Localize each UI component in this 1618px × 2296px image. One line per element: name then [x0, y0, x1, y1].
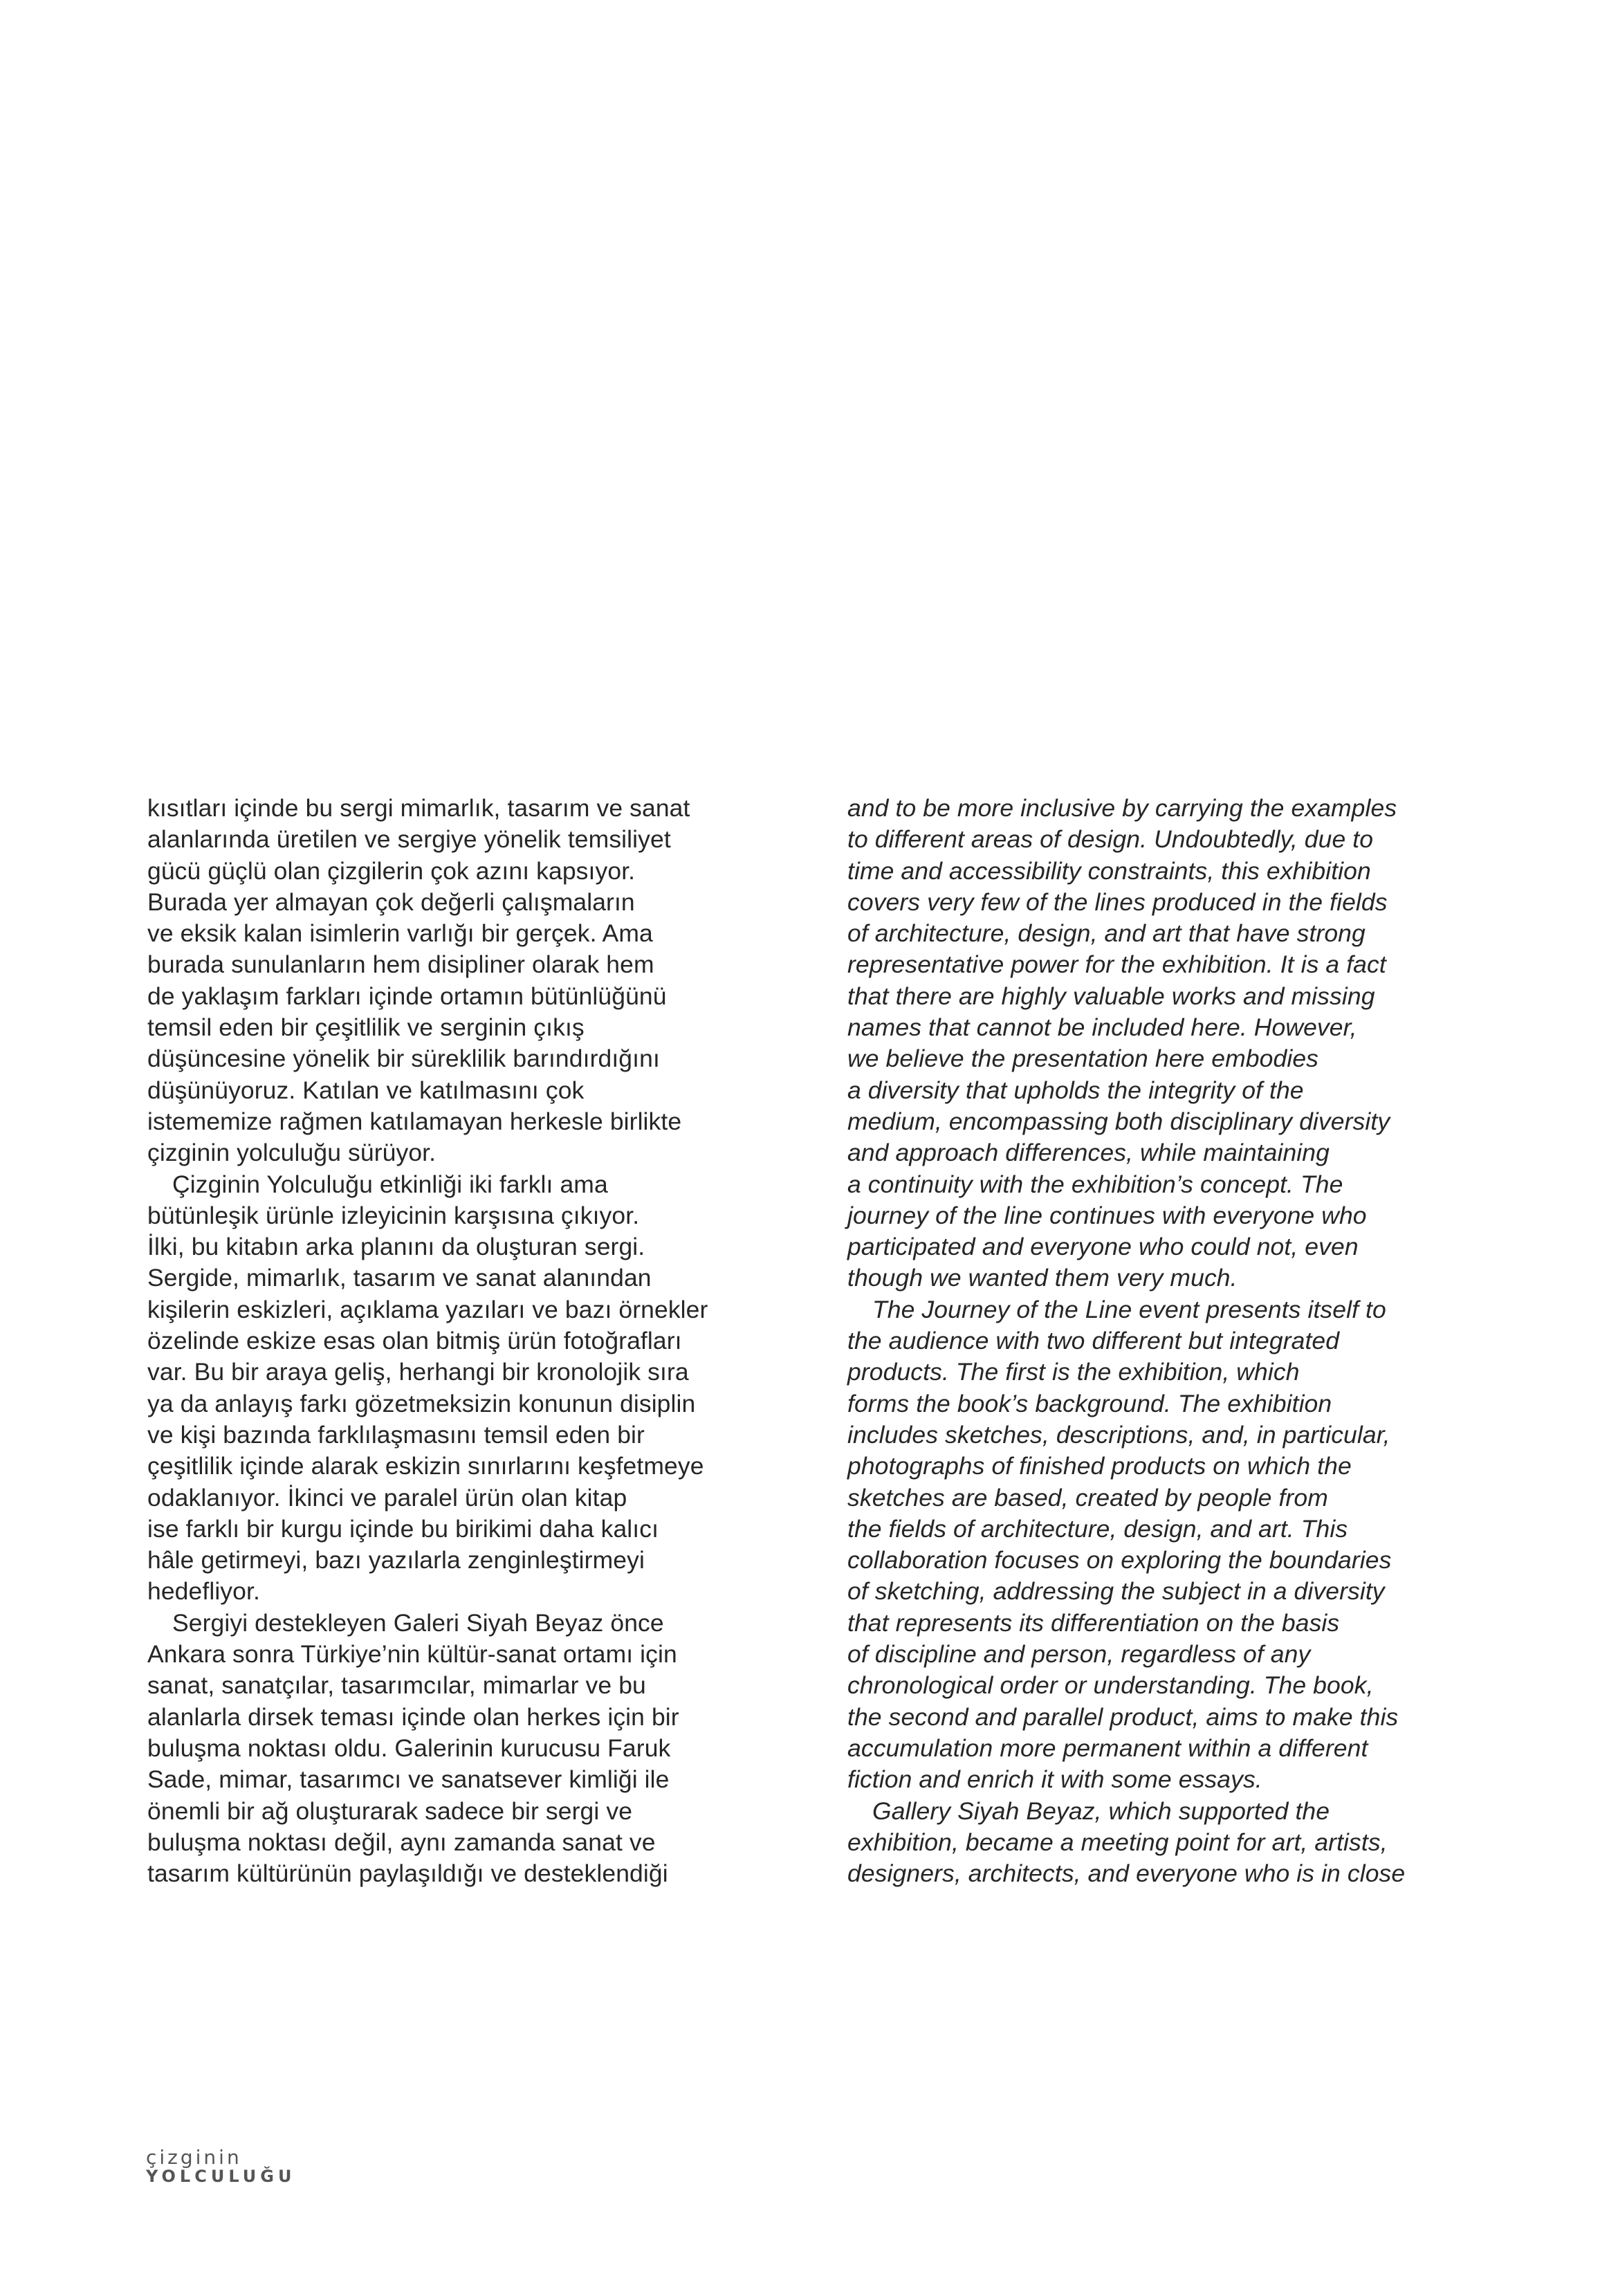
turkish-text-line: çeşitlilik içinde alarak eskizin sınırlarını keşfetmeye	[147, 1452, 704, 1480]
english-text-line: of sketching, addressing the subject in a diversity	[847, 1577, 1385, 1606]
logo-line-yolculugu: YOLCULUĞU	[146, 2167, 296, 2186]
turkish-text-line: çizginin yolculuğu sürüyor.	[147, 1139, 436, 1167]
english-text-line: representative power for the exhibition. It is a fact	[847, 950, 1386, 979]
english-text-line: collaboration focuses on exploring the boundaries	[847, 1546, 1392, 1574]
turkish-text-line: sanat, sanatçılar, tasarımcılar, mimarlar ve bu	[147, 1671, 646, 1700]
english-text-line: fiction and enrich it with some essays.	[847, 1765, 1262, 1794]
turkish-text-line: Sergide, mimarlık, tasarım ve sanat alanından	[147, 1264, 652, 1292]
turkish-text-line: ve eksik kalan isimlerin varlığı bir gerçek. Ama	[147, 919, 653, 948]
english-text-column	[847, 793, 1498, 1889]
turkish-text-line: buluşma noktası oldu. Galerinin kurucusu Faruk	[147, 1734, 671, 1762]
english-text-line: products. The first is the exhibition, which	[847, 1358, 1300, 1386]
english-text-line: Gallery Siyah Beyaz, which supported the	[872, 1797, 1330, 1825]
turkish-text-column	[147, 793, 798, 1889]
english-text-line: of architecture, design, and art that have strong	[847, 919, 1366, 948]
english-text-line: designers, architects, and everyone who is in close	[847, 1859, 1406, 1888]
english-text-line: the fields of architecture, design, and art. This	[847, 1514, 1348, 1543]
english-text-line: names that cannot be included here. However,	[847, 1013, 1357, 1042]
turkish-text-line: alanlarında üretilen ve sergiye yönelik temsiliyet	[147, 825, 671, 854]
english-text-line: the second and parallel product, aims to make this	[847, 1702, 1399, 1731]
turkish-text-line: temsil eden bir çeşitlilik ve serginin çıkış	[147, 1013, 585, 1042]
english-text-line: that there are highly valuable works and missing	[847, 982, 1375, 1010]
turkish-text-line: ise farklı bir kurgu içinde bu birikimi daha kalıcı	[147, 1514, 659, 1543]
turkish-text-line: Sergiyi destekleyen Galeri Siyah Beyaz önce	[172, 1608, 664, 1637]
book-title-logo	[146, 2148, 295, 2185]
turkish-text-line: düşünüyoruz. Katılan ve katılmasını çok	[147, 1076, 585, 1104]
turkish-text-line: bütünleşik ürünle izleyicinin karşısına çıkıyor.	[147, 1201, 640, 1229]
english-text-line: sketches are based, created by people from	[847, 1483, 1328, 1512]
english-text-line: exhibition, became a meeting point for art, artists,	[847, 1828, 1388, 1856]
english-text-line: a diversity that upholds the integrity of the	[847, 1076, 1304, 1104]
turkish-text-line: ve kişi bazında farklılaşmasını temsil eden bir	[147, 1420, 645, 1449]
english-text-line: journey of the line continues with everyone who	[847, 1201, 1367, 1229]
turkish-text-line: buluşma noktası değil, aynı zamanda sanat ve	[147, 1828, 656, 1856]
turkish-text-line: gücü güçlü olan çizgilerin çok azını kapsıyor.	[147, 856, 636, 885]
english-text-line: photographs of finished products on which the	[847, 1452, 1352, 1480]
turkish-text-line: alanlarla dirsek teması içinde olan herkes için bir	[147, 1702, 679, 1731]
turkish-text-line: ya da anlayış farkı gözetmeksizin konunun disiplin	[147, 1389, 696, 1417]
english-text-line: to different areas of design. Undoubtedly, due to	[847, 825, 1374, 854]
turkish-text-line: Sade, mimar, tasarımcı ve sanatsever kimliği ile	[147, 1765, 670, 1794]
english-text-line: that represents its differentiation on the basis	[847, 1608, 1340, 1637]
turkish-text-line: Ankara sonra Türkiye’nin kültür-sanat ortamı için	[147, 1640, 677, 1669]
english-text-line: includes sketches, descriptions, and, in particular,	[847, 1420, 1390, 1449]
english-text-line: a continuity with the exhibition’s concept. The	[847, 1170, 1343, 1198]
english-text-line: the audience with two different but integrated	[847, 1327, 1340, 1355]
turkish-text-line: tasarım kültürünün paylaşıldığı ve desteklendiği	[147, 1859, 668, 1888]
english-text-line: accumulation more permanent within a different	[847, 1734, 1368, 1762]
turkish-text-line: Burada yer almayan çok değerli çalışmaların	[147, 888, 635, 916]
english-text-line: and to be more inclusive by carrying the examples	[847, 794, 1397, 822]
turkish-text-line: var. Bu bir araya geliş, herhangi bir kronolojik sıra	[147, 1358, 689, 1386]
logo-line-cizginin: çizginin	[146, 2146, 242, 2169]
turkish-text-line: önemli bir ağ oluşturarak sadece bir sergi ve	[147, 1797, 633, 1825]
english-text-line: forms the book’s background. The exhibition	[847, 1389, 1332, 1417]
english-text-line: of discipline and person, regardless of any	[847, 1640, 1311, 1669]
english-text-line: The Journey of the Line event presents itself to	[872, 1295, 1386, 1323]
english-text-line: participated and everyone who could not, even	[847, 1233, 1359, 1261]
english-text-line: covers very few of the lines produced in the fields	[847, 888, 1388, 916]
turkish-text-line: de yaklaşım farkları içinde ortamın bütünlüğünü	[147, 982, 667, 1010]
turkish-text-line: kişilerin eskizleri, açıklama yazıları ve bazı örnekler	[147, 1295, 708, 1323]
turkish-text-line: odaklanıyor. İkinci ve paralel ürün olan kitap	[147, 1483, 627, 1512]
turkish-text-line: hedefliyor.	[147, 1577, 260, 1606]
english-text-line: time and accessibility constraints, this exhibition	[847, 856, 1371, 885]
turkish-text-line: burada sunulanların hem disipliner olarak hem	[147, 950, 654, 979]
turkish-text-line: kısıtları içinde bu sergi mimarlık, tasarım ve sanat	[147, 794, 690, 822]
turkish-text-line: özelinde eskize esas olan bitmiş ürün fotoğrafları	[147, 1327, 682, 1355]
turkish-text-line: İlki, bu kitabın arka planını da oluşturan sergi.	[147, 1233, 645, 1261]
turkish-text-line: Çizginin Yolculuğu etkinliği iki farklı ama	[172, 1170, 608, 1198]
english-text-line: we believe the presentation here embodies	[847, 1045, 1319, 1073]
english-text-line: and approach differences, while maintaining	[847, 1139, 1330, 1167]
english-text-line: medium, encompassing both disciplinary diversity	[847, 1107, 1390, 1135]
turkish-text-line: hâle getirmeyi, bazı yazılarla zenginleştirmeyi	[147, 1546, 645, 1574]
english-text-line: though we wanted them very much.	[847, 1264, 1238, 1292]
turkish-text-line: düşüncesine yönelik bir süreklilik barındırdığını	[147, 1045, 660, 1073]
turkish-text-line: istememize rağmen katılamayan herkesle birlikte	[147, 1107, 682, 1135]
english-text-line: chronological order or understanding. The book,	[847, 1671, 1374, 1700]
